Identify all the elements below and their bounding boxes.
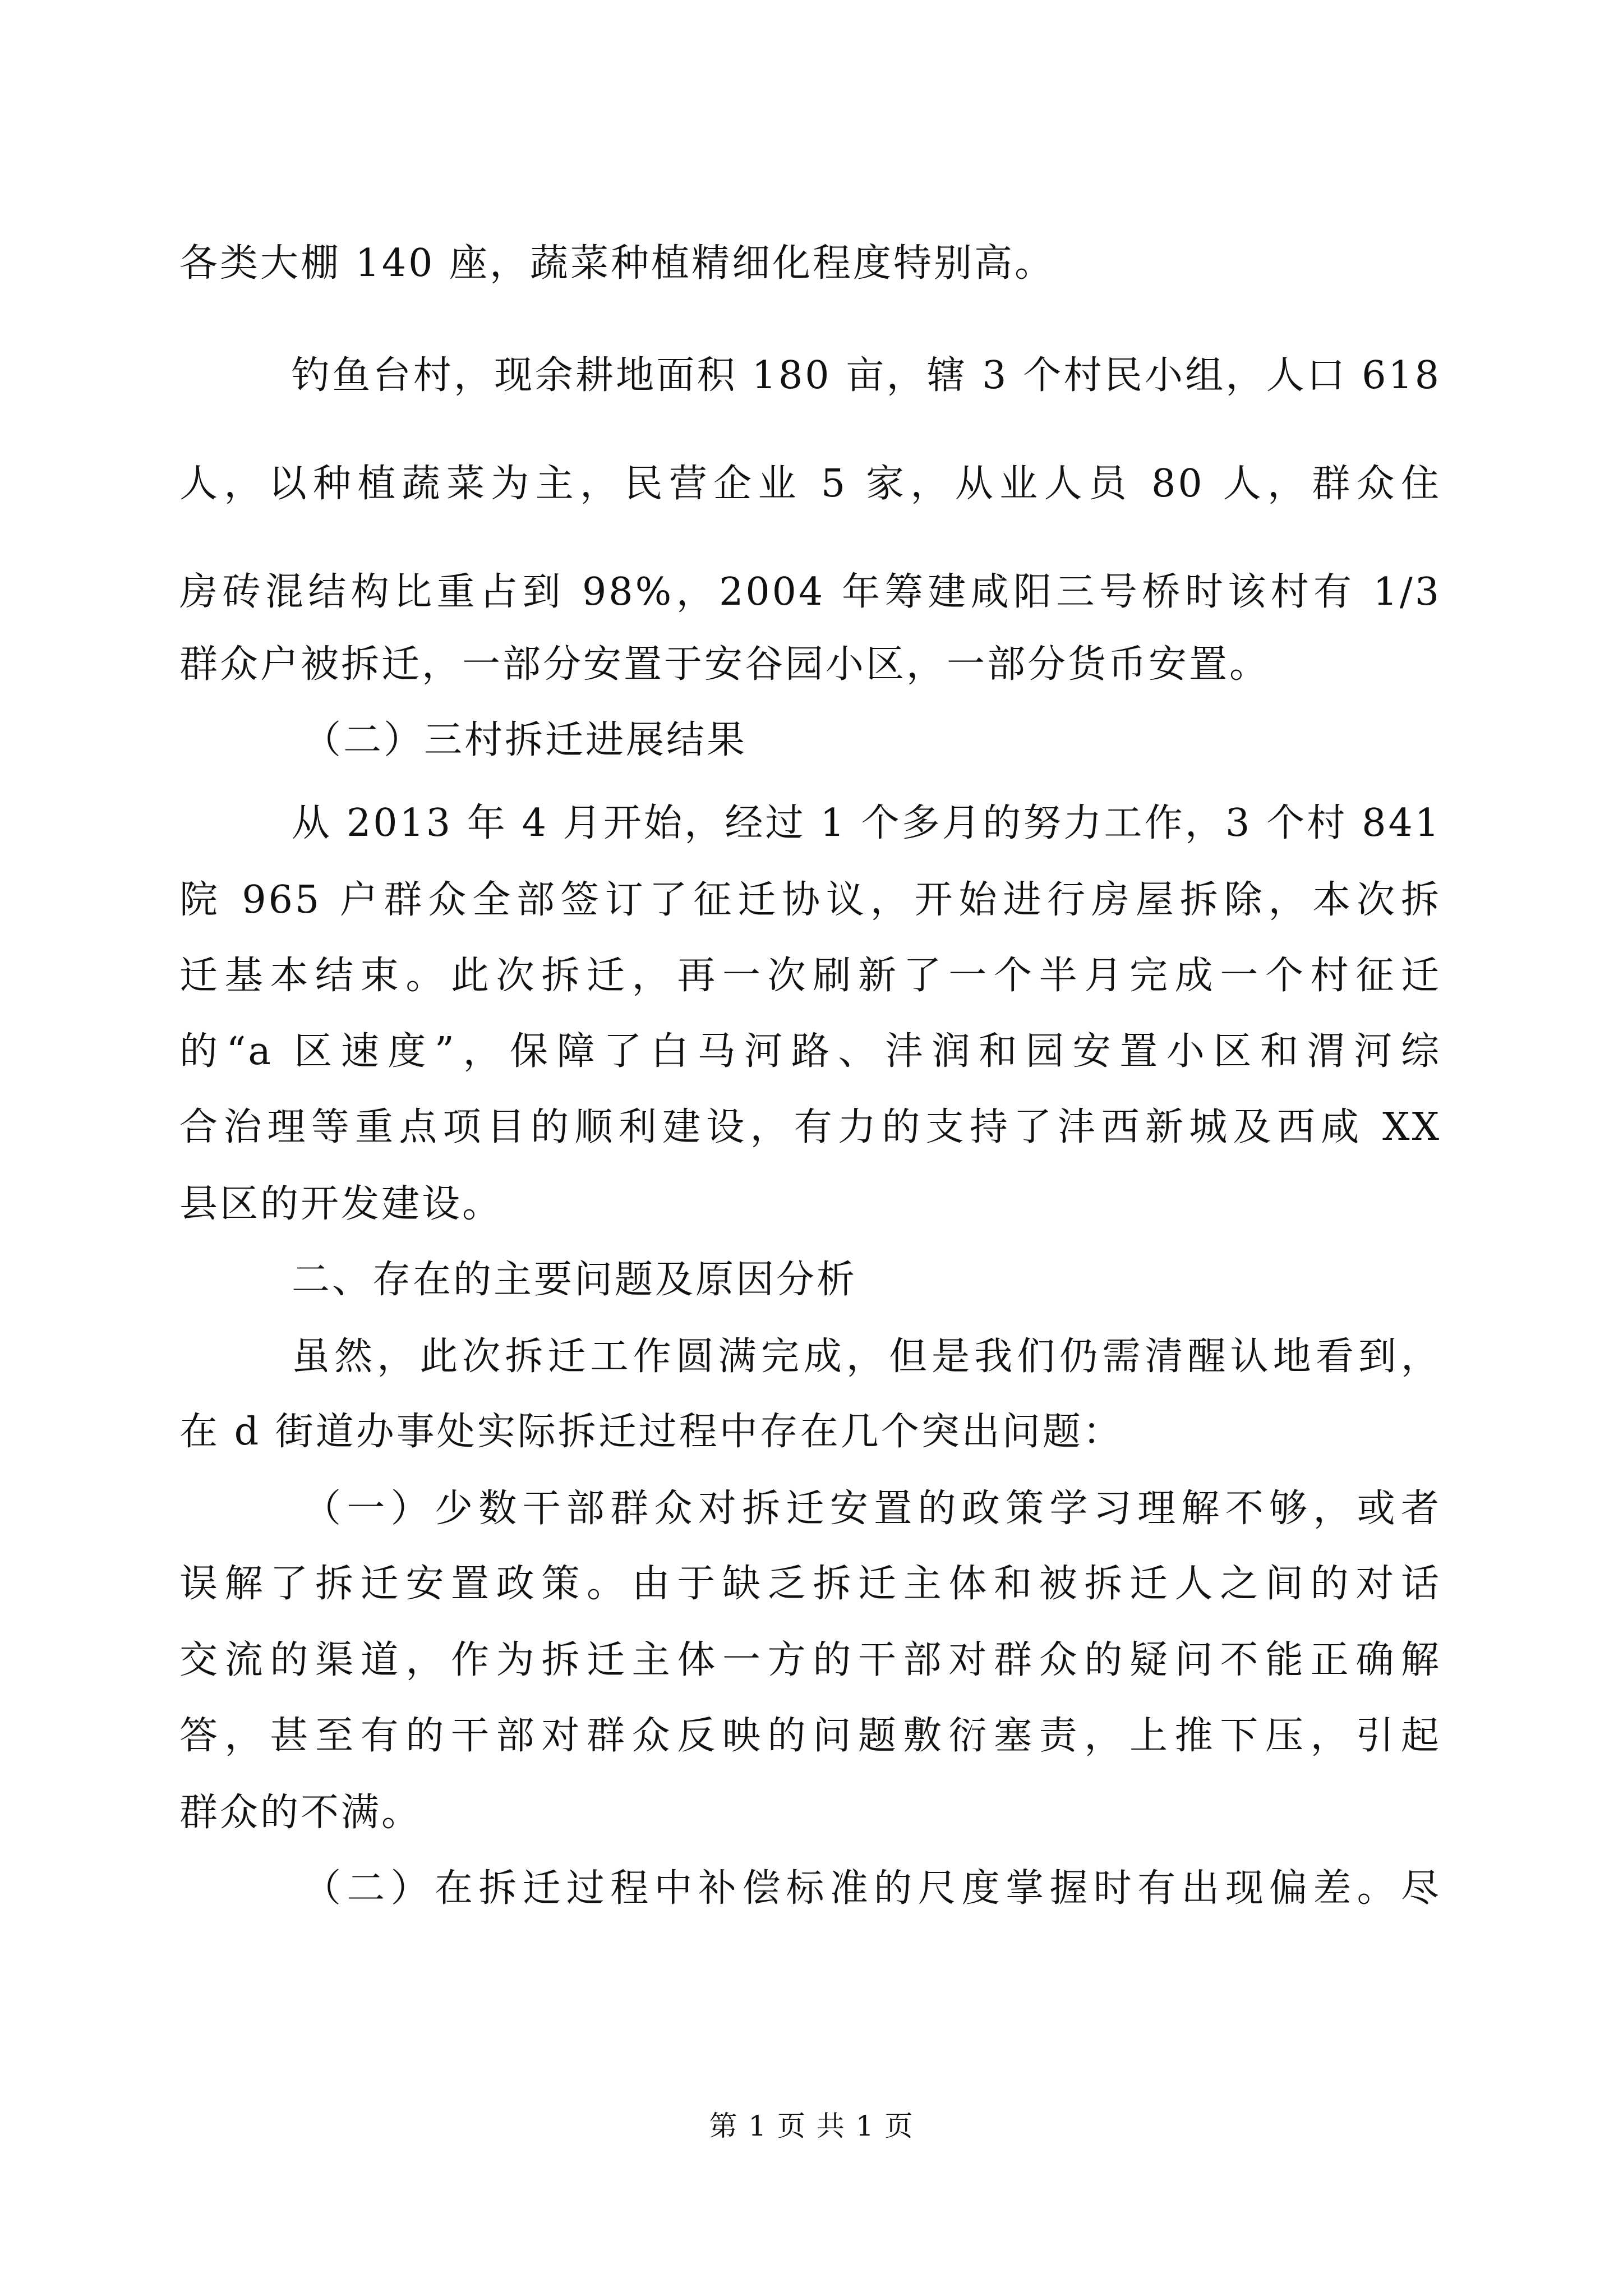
text-line-2: 钓鱼台村，现余耕地面积 180 亩，辖 3 个村民小组，人口 618 <box>292 353 1441 398</box>
text-line-5: 群众户被拆迁，一部分安置于安谷园小区，一部分货币安置。 <box>179 642 1270 687</box>
text-line-16: （一）少数干部群众对拆迁安置的政策学习理解不够，或者 <box>303 1487 1441 1531</box>
text-line-4: 房砖混结构比重占到 98%，2004 年筹建咸阳三号桥时该村有 1/3 <box>179 570 1441 614</box>
text-line-15: 在 d 街道办事处实际拆迁过程中存在几个突出问题： <box>179 1410 1123 1454</box>
section-heading-problems: 二、存在的主要问题及原因分析 <box>292 1258 857 1302</box>
text-line-9: 迁基本结束。此次拆迁，再一次刷新了一个半月完成一个村征迁 <box>179 954 1441 998</box>
text-line-20: 群众的不满。 <box>179 1791 422 1835</box>
text-line-12: 县区的开发建设。 <box>179 1182 503 1226</box>
page-footer: 第 1 页 共 1 页 <box>709 2110 914 2142</box>
text-line-11: 合治理等重点项目的顺利建设，有力的支持了沣西新城及西咸 XX <box>179 1105 1441 1149</box>
text-line-17: 误解了拆迁安置政策。由于缺乏拆迁主体和被拆迁人之间的对话 <box>179 1562 1441 1606</box>
text-line-18: 交流的渠道，作为拆迁主体一方的干部对群众的疑问不能正确解 <box>179 1638 1441 1682</box>
section-heading-2: （二）三村拆迁进展结果 <box>303 718 748 762</box>
text-line-8: 院 965 户群众全部签订了征迁协议，开始进行房屋拆除，本次拆 <box>179 878 1441 922</box>
text-line-10: 的“a 区速度”，保障了白马河路、沣润和园安置小区和渭河综 <box>179 1029 1441 1074</box>
text-line-19: 答，甚至有的干部对群众反映的问题敷衍塞责，上推下压，引起 <box>179 1714 1441 1758</box>
text-line-14: 虽然，此次拆迁工作圆满完成，但是我们仍需清醒认地看到， <box>292 1335 1441 1379</box>
text-line-7: 从 2013 年 4 月开始，经过 1 个多月的努力工作，3 个村 841 <box>292 801 1441 845</box>
text-line-1: 各类大棚 140 座，蔬菜种植精细化程度特别高。 <box>179 241 1055 286</box>
text-line-3: 人，以种植蔬菜为主，民营企业 5 家，从业人员 80 人，群众住 <box>179 462 1441 506</box>
text-line-21: （二）在拆迁过程中补偿标准的尺度掌握时有出现偏差。尽 <box>303 1866 1441 1911</box>
